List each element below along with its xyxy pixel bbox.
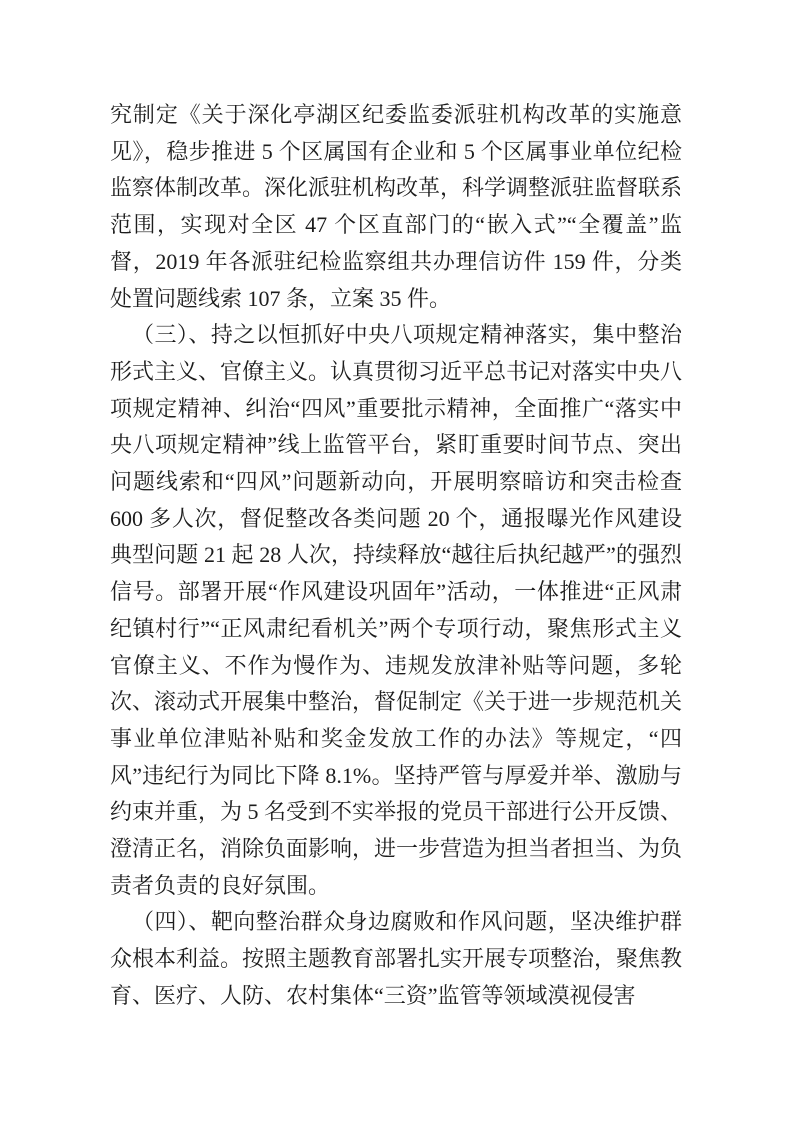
paragraph-section-3: （三）、持之以恒抓好中央八项规定精神落实，集中整治形式主义、官僚主义。认真贯彻习近平总书记对落实中央八项规定精神、纠治“四风”重要批示精神，全面推广“落实中央八项规定精神”线上监管平台，紧盯重要时间节点、突出问题线索和“四风”问题新动向，开展明察暗访和突击检查 600 多人次，督促整改各类问题 20 个，通报曝光作风建设典型问题 21 起 28 人次，持续释放“越往后执纪越严”的强烈信号。部署开展“作风建设巩固年”活动，一体推进“正风肃纪镇村行”“正风肃纪看机关”两个专项行动，聚焦形式主义官僚主义、不作为慢作为、违规发放津补贴等问题，多轮次、滚动式开展集中整治，督促制定《关于进一步规范机关事业单位津贴补贴和奖金发放工作的办法》等规定，“四风”违纪行为同比下降 8.1%。坚持严管与厚爱并举、激励与约束并重，为 5 名受到不实举报的党员干部进行公开反馈、澄清正名，消除负面影响，进一步营造为担当者担当、为负责者负责的良好氛围。 (110, 322, 683, 898)
paragraph-continuation: 究制定《关于深化亭湖区纪委监委派驻机构改革的实施意见》，稳步推进 5 个区属国有企业和 5 个区属事业单位纪检监察体制改革。深化派驻机构改革，科学调整派驻监督联系范围，实现对全区 47 个区直部门的“嵌入式”“全覆盖”监督，2019 年各派驻纪检监察组共办理信访件 159 件，分类处置问题线索 107 条，立案 35 件。 (110, 102, 683, 311)
paragraph-section-4: （四）、靶向整治群众身边腐败和作风问题，坚决维护群众根本利益。按照主题教育部署扎实开展专项整治，聚焦教育、医疗、人防、农村集体“三资”监管等领域漠视侵害 (110, 909, 683, 1008)
document-body (110, 97, 682, 1015)
